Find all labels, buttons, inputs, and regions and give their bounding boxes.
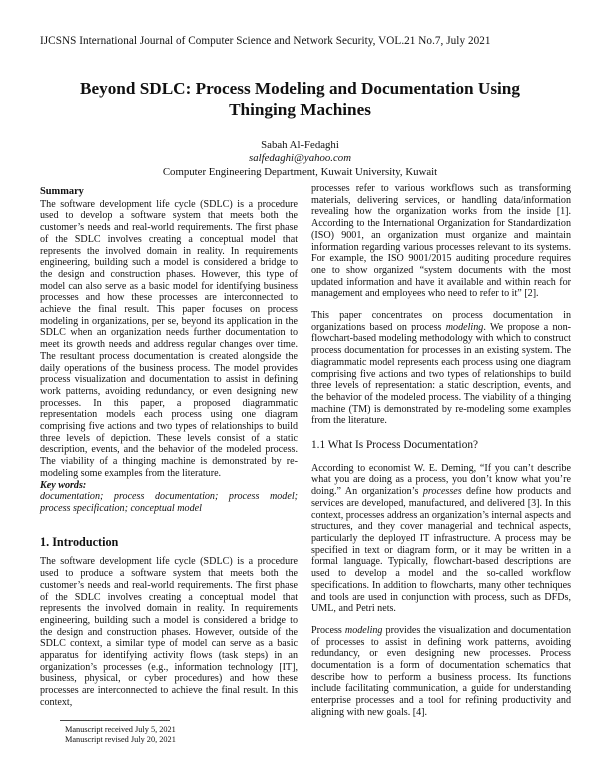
author-email[interactable]: salfedaghi@yahoo.com: [249, 152, 351, 165]
p2-text-b: . We propose a non-flowchart-based modeling methodology with which to construct process documentation for processes in an existing system. The diagrammatic model represents each process using one diagram comprising five actions and two types of relationships to build three levels of representation: a static description, events, and the behavior of the modeled process. The viability of a thinging machine (TM) is demonstrated by re-modeling some examples from the literature.: [311, 321, 572, 427]
left-column: [40, 186, 298, 709]
p3-emphasis: processes: [422, 486, 462, 498]
keywords-block: [40, 480, 298, 515]
right-paragraph-4: [311, 625, 571, 719]
author-block: [40, 139, 560, 179]
right-column: [311, 183, 571, 719]
p3-text-a: According to economist W. E. Deming, “If you can’t describe what you are doing as a process, you don’t know what you’re doing.” An organization’s: [311, 462, 571, 498]
right-paragraph-3: [311, 463, 571, 615]
summary-heading: Summary: [40, 186, 84, 197]
keywords-heading: Key words:: [40, 479, 87, 491]
footnote-rule: [60, 720, 170, 721]
footnote-received: Manuscript received July 5, 2021: [65, 725, 176, 734]
right-paragraph-1: processes refer to various workflows such as transforming materials, delivering services, or handling data/information revealing how the organization works from the inside [1]. According to the International Organization for Standardization (ISO) 9001, an organization must organize and maintain information regarding various processes relevant to its systems. For example, the ISO 9001/2015 auditing procedure requires one to show organized “system documents with the most updated information and have it available and within reach for management and employees who need to refer to it” [2].: [311, 183, 571, 300]
paper-title: [40, 78, 560, 120]
introduction-heading: 1. Introduction: [40, 534, 119, 549]
title-line-2: Thinging Machines: [229, 100, 371, 119]
p4-emphasis: modeling: [344, 624, 383, 636]
author-name: Sabah Al-Fedaghi: [261, 139, 339, 151]
keywords-text: documentation; process documentation; process model; process specification; conceptual model: [40, 491, 298, 514]
right-paragraph-2: [311, 310, 571, 427]
introduction-text: The software development life cycle (SDLC) is a procedure used to produce a software system that meets both the customer’s needs and real-world requirements. The first phase of the SDLC involves creating a conceptual model that represents the involved domain in reality. In requirements engineering, building such a model is considered a bridge to the design and construction phases. However, outside of the SDLC context, a similar type of model can serve as a basic apparatus for identifying activity flows (task steps) in an organization’s processes (e.g., information technology [IT], business, physical, or cyber procedures) and how these processes are interconnected to achieve the final result. In this context,: [40, 556, 298, 708]
journal-header: IJCSNS International Journal of Computer Science and Network Security, VOL.21 No.7, July 2021: [40, 35, 491, 47]
p4-text-b: provides the visualization and documentation of processes to assist in defining work patterns, avoiding redundancy, or even designing new processes. Process documentation is a form of documentation schematics that describe how to perform a business process. Its functions include facilitating communication, a guide for understanding enterprise processes and a tool for refining productivity and aligning with new goals. [4].: [311, 624, 571, 718]
p2-text-a: This paper concentrates on process documentation in organizations based on process: [311, 310, 571, 333]
title-line-1: Beyond SDLC: Process Modeling and Documentation Using: [80, 79, 520, 98]
footnote: [65, 725, 176, 745]
p4-text-a: Process: [311, 624, 345, 636]
subsection-heading: 1.1 What Is Process Documentation?: [311, 439, 479, 452]
author-affiliation: Computer Engineering Department, Kuwait University, Kuwait: [162, 165, 438, 178]
footnote-revised: Manuscript revised July 20, 2021: [65, 735, 176, 744]
p2-emphasis: modeling: [445, 321, 484, 333]
summary-text: The software development life cycle (SDLC) is a procedure used to develop a software system that meets both the customer’s needs and real-world requirements. The first phase of the SDLC involves creating a conceptual model that represents the involved domain in reality. In requirements engineering, building such a model is considered a bridge to the design and construction phases. However, this type of model can also serve as a basic model for identifying business processes and how these processes are interconnected to achieve the final result. This paper focuses on process modeling in organizations, per se, beyond its application in the SDLC when an organization needs further documentation to meet its growth needs and address regular changes over time. The resultant process documentation is created alongside the daily operations of the business process. The model provides process visualization and documentation to assist in defining work patterns, avoiding redundancy, or even designing new processes. In this paper, a proposed diagrammatic representation models each process using one diagram comprising five actions and two types of relationships to build three levels of depiction. These levels consist of a static description, events, and the behavior of the modeled process. The viability of a thinging machine is demonstrated by re-modeling some examples from the literature.: [40, 198, 298, 479]
p3-text-b: define how products and services are developed, manufactured, and delivered [3]. In this context, processes address an organization’s internal aspects and structures, and they cover managerial and technical aspects, particularly the deployed IT infrastructure. A process may be specified in text or diagram form, or it may be written in a formal language. Typically, flowchart-based descriptions are used to develop a model and the so-called workflow specifications. In addition to flowcharts, many other techniques and tools are used in conjunction with process, such as DFDs, UML, and Petri nets.: [311, 486, 571, 615]
